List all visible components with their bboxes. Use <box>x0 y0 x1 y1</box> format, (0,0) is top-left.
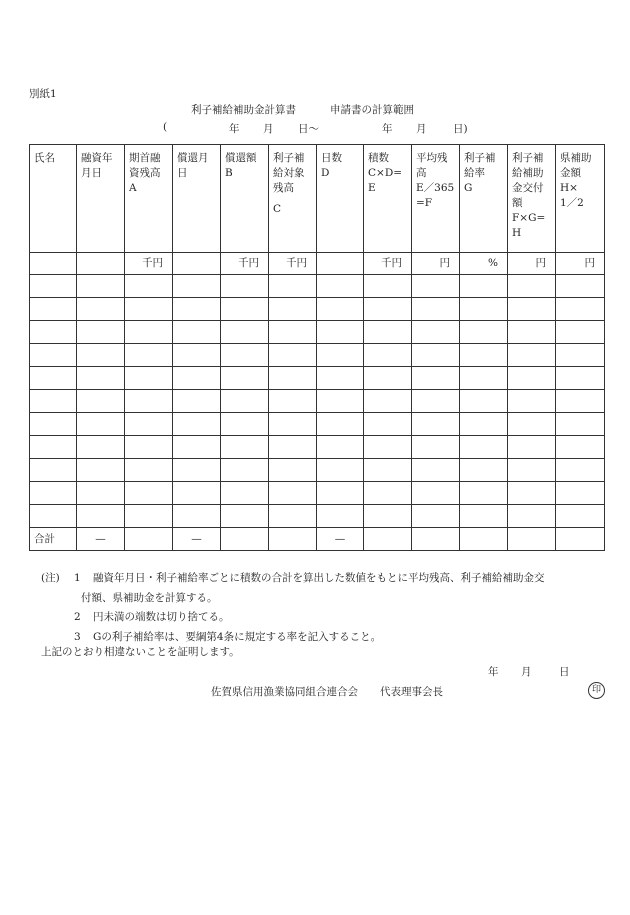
document-title <box>191 102 414 117</box>
column-header-line: 給補助 <box>512 167 544 179</box>
table-row <box>30 459 605 482</box>
column-header-line: 1／2 <box>560 197 584 209</box>
unit-cell <box>173 253 221 275</box>
input-cell[interactable] <box>412 344 460 367</box>
table-row <box>30 275 605 298</box>
input-cell[interactable] <box>460 390 508 413</box>
total-cell: — <box>317 528 364 551</box>
input-cell[interactable] <box>508 367 556 390</box>
calculation-period <box>163 121 493 135</box>
column-header-line: 平均残 <box>416 152 448 164</box>
column-header-line: 償還額 <box>225 152 257 164</box>
input-cell[interactable] <box>508 321 556 344</box>
input-cell[interactable] <box>269 390 317 413</box>
input-cell[interactable] <box>317 413 364 436</box>
input-cell[interactable] <box>364 298 412 321</box>
signer-role: 代表理事会長 <box>380 686 443 698</box>
column-header-line: 日 <box>177 167 188 179</box>
input-cell[interactable] <box>125 390 173 413</box>
column-header-line: C×D= <box>368 167 403 179</box>
input-cell[interactable] <box>412 482 460 505</box>
column-header-11 <box>508 145 556 253</box>
input-cell[interactable] <box>125 321 173 344</box>
attachment-label: 別紙1 <box>29 88 57 100</box>
input-cell[interactable] <box>77 390 125 413</box>
table-row <box>30 390 605 413</box>
table-row <box>30 482 605 505</box>
input-cell[interactable] <box>556 413 605 436</box>
input-cell[interactable] <box>317 298 364 321</box>
unit-cell: 円 <box>508 253 556 275</box>
input-cell[interactable] <box>77 367 125 390</box>
period-month: 月 <box>263 123 274 135</box>
input-cell[interactable] <box>30 321 77 344</box>
input-cell[interactable] <box>317 344 364 367</box>
notes <box>41 569 611 647</box>
input-cell[interactable] <box>30 367 77 390</box>
column-header-line: F×G= <box>512 212 546 224</box>
input-cell[interactable] <box>269 367 317 390</box>
input-cell[interactable] <box>508 413 556 436</box>
input-cell[interactable] <box>317 482 364 505</box>
column-header-line: 氏名 <box>34 152 55 164</box>
table-row <box>30 436 605 459</box>
input-cell[interactable] <box>173 390 221 413</box>
input-cell[interactable] <box>460 505 508 528</box>
note-1-number: 1 <box>74 572 81 584</box>
column-header-line: 利子補 <box>273 152 305 164</box>
input-cell[interactable] <box>30 505 77 528</box>
input-cell[interactable] <box>125 459 173 482</box>
input-cell[interactable] <box>412 505 460 528</box>
input-cell[interactable] <box>317 321 364 344</box>
period-day-range: 日〜 <box>298 123 319 135</box>
input-cell[interactable] <box>77 321 125 344</box>
total-cell[interactable] <box>556 528 605 551</box>
column-header-line: 融資年 <box>81 152 113 164</box>
input-cell[interactable] <box>508 275 556 298</box>
input-cell[interactable] <box>317 390 364 413</box>
unit-cell: 円 <box>412 253 460 275</box>
input-cell[interactable] <box>77 275 125 298</box>
column-header-line: 月日 <box>81 167 102 179</box>
input-cell[interactable] <box>77 413 125 436</box>
input-cell[interactable] <box>221 298 269 321</box>
input-cell[interactable] <box>269 321 317 344</box>
input-cell[interactable] <box>412 321 460 344</box>
column-header-3 <box>125 145 173 253</box>
period-year: 年 <box>229 123 240 135</box>
table-row <box>30 321 605 344</box>
input-cell[interactable] <box>221 459 269 482</box>
column-header-1 <box>30 145 77 253</box>
input-cell[interactable] <box>30 436 77 459</box>
period-year-2: 年 <box>382 123 393 135</box>
unit-cell <box>77 253 125 275</box>
input-cell[interactable] <box>125 505 173 528</box>
column-header-10 <box>460 145 508 253</box>
input-cell[interactable] <box>173 505 221 528</box>
total-cell[interactable] <box>460 528 508 551</box>
input-cell[interactable] <box>556 321 605 344</box>
column-header-line: 金額 <box>560 167 581 179</box>
input-cell[interactable] <box>173 275 221 298</box>
certification-statement: 上記のとおり相違ないことを証明します。 <box>41 646 240 658</box>
input-cell[interactable] <box>30 390 77 413</box>
input-cell[interactable] <box>556 390 605 413</box>
column-header-line: D <box>321 167 330 179</box>
input-cell[interactable] <box>77 505 125 528</box>
column-header-4 <box>173 145 221 253</box>
note-1-text: 融資年月日・利子補給率ごとに積数の合計を算出した数値をもとに平均残高、利子補給補助金交 <box>93 572 545 584</box>
signer <box>211 684 443 699</box>
input-cell[interactable] <box>221 344 269 367</box>
input-cell[interactable] <box>269 413 317 436</box>
column-header-7 <box>317 145 364 253</box>
note-2-number: 2 <box>74 611 81 623</box>
input-cell[interactable] <box>77 436 125 459</box>
input-cell[interactable] <box>125 275 173 298</box>
column-header-6 <box>269 145 317 253</box>
input-cell[interactable] <box>556 482 605 505</box>
input-cell[interactable] <box>364 436 412 459</box>
input-cell[interactable] <box>269 482 317 505</box>
input-cell[interactable] <box>412 459 460 482</box>
column-header-line: 残高 <box>273 182 294 194</box>
unit-cell: 千円 <box>364 253 412 275</box>
column-header-9 <box>412 145 460 253</box>
input-cell[interactable] <box>125 344 173 367</box>
note-1-continuation: 付額、県補助金を計算する。 <box>81 591 218 604</box>
table-row <box>30 505 605 528</box>
input-cell[interactable] <box>173 298 221 321</box>
input-cell[interactable] <box>556 459 605 482</box>
input-cell[interactable] <box>364 390 412 413</box>
input-cell[interactable] <box>269 436 317 459</box>
input-cell[interactable] <box>221 321 269 344</box>
input-cell[interactable] <box>364 344 412 367</box>
input-cell[interactable] <box>364 275 412 298</box>
input-cell[interactable] <box>412 298 460 321</box>
total-cell[interactable] <box>269 528 317 551</box>
period-open: ( <box>163 121 168 133</box>
input-cell[interactable] <box>460 298 508 321</box>
column-header-line: 償還月 <box>177 152 209 164</box>
input-cell[interactable] <box>412 367 460 390</box>
table-row <box>30 344 605 367</box>
input-cell[interactable] <box>364 413 412 436</box>
input-cell[interactable] <box>173 436 221 459</box>
input-cell[interactable] <box>317 459 364 482</box>
table-row <box>30 298 605 321</box>
input-cell[interactable] <box>460 413 508 436</box>
input-cell[interactable] <box>556 436 605 459</box>
input-cell[interactable] <box>269 344 317 367</box>
input-cell[interactable] <box>556 298 605 321</box>
column-header-line: 給率 <box>464 167 485 179</box>
input-cell[interactable] <box>412 390 460 413</box>
input-cell[interactable] <box>30 275 77 298</box>
input-cell[interactable] <box>508 344 556 367</box>
title-main: 利子補給補助金計算書 <box>191 104 296 116</box>
table-row <box>30 367 605 390</box>
column-header-line: 期首融 <box>129 152 161 164</box>
input-cell[interactable] <box>556 367 605 390</box>
note-2-text: 円未満の端数は切り捨てる。 <box>93 611 230 623</box>
period-month-2: 月 <box>416 123 427 135</box>
input-cell[interactable] <box>460 436 508 459</box>
input-cell[interactable] <box>30 344 77 367</box>
input-cell[interactable] <box>77 344 125 367</box>
column-header-line: =F <box>416 197 433 209</box>
input-cell[interactable] <box>317 436 364 459</box>
input-cell[interactable] <box>30 482 77 505</box>
input-cell[interactable] <box>508 482 556 505</box>
input-cell[interactable] <box>269 298 317 321</box>
input-cell[interactable] <box>125 367 173 390</box>
title-sub: 申請書の計算範囲 <box>330 104 414 116</box>
input-cell[interactable] <box>556 505 605 528</box>
column-header-line: H <box>512 227 522 239</box>
input-cell[interactable] <box>125 482 173 505</box>
input-cell[interactable] <box>317 505 364 528</box>
input-cell[interactable] <box>460 275 508 298</box>
unit-cell: % <box>460 253 508 275</box>
input-cell[interactable] <box>508 390 556 413</box>
date-year: 年 <box>488 666 499 678</box>
column-header-line: 県補助 <box>560 152 592 164</box>
unit-cell <box>30 253 77 275</box>
input-cell[interactable] <box>77 459 125 482</box>
input-cell[interactable] <box>125 298 173 321</box>
unit-row <box>30 253 605 275</box>
input-cell[interactable] <box>364 482 412 505</box>
input-cell[interactable] <box>412 413 460 436</box>
input-cell[interactable] <box>508 298 556 321</box>
input-cell[interactable] <box>173 459 221 482</box>
input-cell[interactable] <box>508 505 556 528</box>
input-cell[interactable] <box>364 321 412 344</box>
total-cell[interactable] <box>125 528 173 551</box>
input-cell[interactable] <box>412 275 460 298</box>
note-3-number: 3 <box>74 630 81 643</box>
column-header-line: E／365 <box>416 182 455 194</box>
input-cell[interactable] <box>173 321 221 344</box>
input-cell[interactable] <box>221 367 269 390</box>
column-header-line: 金交付 <box>512 182 544 194</box>
column-header-line: C <box>273 203 282 215</box>
input-cell[interactable] <box>269 505 317 528</box>
unit-cell: 千円 <box>125 253 173 275</box>
input-cell[interactable] <box>221 482 269 505</box>
input-cell[interactable] <box>125 436 173 459</box>
date-month: 月 <box>521 666 532 678</box>
total-cell[interactable] <box>412 528 460 551</box>
header-row <box>30 145 605 253</box>
input-cell[interactable] <box>460 459 508 482</box>
total-cell[interactable] <box>508 528 556 551</box>
date-day: 日 <box>559 666 570 678</box>
input-cell[interactable] <box>460 482 508 505</box>
column-header-line: G <box>464 182 473 194</box>
total-cell[interactable] <box>221 528 269 551</box>
input-cell[interactable] <box>173 482 221 505</box>
input-cell[interactable] <box>460 321 508 344</box>
input-cell[interactable] <box>460 344 508 367</box>
column-header-12 <box>556 145 605 253</box>
column-header-line: B <box>225 167 233 179</box>
input-cell[interactable] <box>125 413 173 436</box>
input-cell[interactable] <box>556 275 605 298</box>
input-cell[interactable] <box>77 298 125 321</box>
total-cell[interactable] <box>364 528 412 551</box>
input-cell[interactable] <box>317 275 364 298</box>
column-header-line: 給対象 <box>273 167 305 179</box>
input-cell[interactable] <box>269 459 317 482</box>
unit-cell <box>317 253 364 275</box>
input-cell[interactable] <box>173 344 221 367</box>
input-cell[interactable] <box>317 367 364 390</box>
signer-organization: 佐賀県信用漁業協同組合連合会 <box>211 686 358 698</box>
input-cell[interactable] <box>460 367 508 390</box>
input-cell[interactable] <box>173 367 221 390</box>
column-header-5 <box>221 145 269 253</box>
input-cell[interactable] <box>364 367 412 390</box>
total-label: 合計 <box>30 528 77 551</box>
total-row <box>30 528 605 551</box>
note-3-text: Gの利子補給率は、要綱第4条に規定する率を記入すること。 <box>93 630 382 643</box>
input-cell[interactable] <box>221 413 269 436</box>
input-cell[interactable] <box>508 459 556 482</box>
input-cell[interactable] <box>30 413 77 436</box>
input-cell[interactable] <box>221 436 269 459</box>
total-cell: — <box>173 528 221 551</box>
column-header-2 <box>77 145 125 253</box>
column-header-line: H× <box>560 182 578 194</box>
input-cell[interactable] <box>269 275 317 298</box>
column-header-line: 資残高 <box>129 167 161 179</box>
column-header-line: 利子補 <box>512 152 544 164</box>
signature-date <box>488 664 578 678</box>
input-cell[interactable] <box>556 344 605 367</box>
input-cell[interactable] <box>30 459 77 482</box>
unit-cell: 千円 <box>221 253 269 275</box>
input-cell[interactable] <box>30 298 77 321</box>
unit-cell: 円 <box>556 253 605 275</box>
column-header-line: 高 <box>416 167 427 179</box>
column-header-line: 日数 <box>321 152 342 164</box>
input-cell[interactable] <box>508 436 556 459</box>
input-cell[interactable] <box>364 459 412 482</box>
column-header-8 <box>364 145 412 253</box>
column-header-line: 積数 <box>368 152 389 164</box>
column-header-line: E <box>368 182 376 194</box>
input-cell[interactable] <box>412 436 460 459</box>
input-cell[interactable] <box>221 505 269 528</box>
seal-stamp: 印 <box>588 682 605 699</box>
table-row <box>30 413 605 436</box>
column-header-line: A <box>129 182 137 194</box>
input-cell[interactable] <box>221 390 269 413</box>
notes-label: (注) <box>41 572 60 584</box>
input-cell[interactable] <box>364 505 412 528</box>
total-cell: — <box>77 528 125 551</box>
input-cell[interactable] <box>221 275 269 298</box>
column-header-line: 額 <box>512 197 523 209</box>
column-header-line: 利子補 <box>464 152 496 164</box>
input-cell[interactable] <box>173 413 221 436</box>
unit-cell: 千円 <box>269 253 317 275</box>
input-cell[interactable] <box>77 482 125 505</box>
period-day-close: 日) <box>453 123 468 135</box>
calculation-table <box>29 144 605 551</box>
